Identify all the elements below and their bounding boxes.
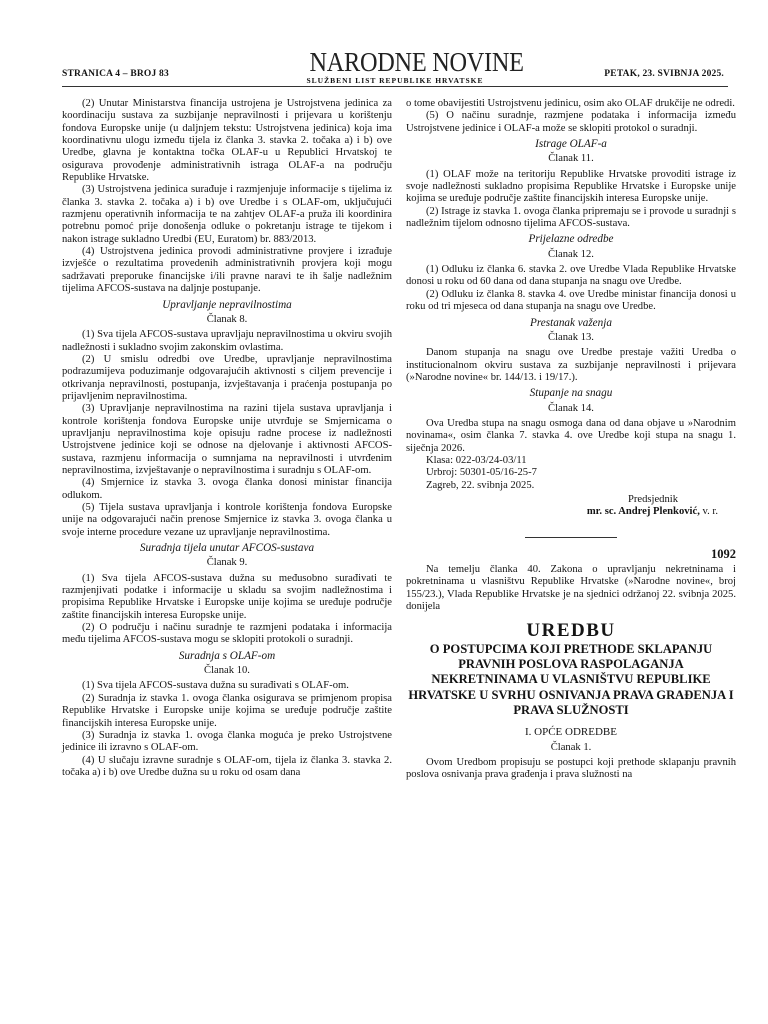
page-number: STRANICA 4 – BROJ 83 bbox=[62, 69, 169, 79]
paragraph: (2) O području i načinu suradnje te razmjeni podataka i informacija među tijelima AFCOS-sustava mogu se sklopiti protokoli o suradnji. bbox=[62, 622, 392, 646]
paragraph: (1) Sva tijela AFCOS-sustava dužna su međusobno surađivati te razmjenjivati podatke i informacije u skladu sa svojim nadležnostima i propisima Republike Hrvatske i Europske unije kojima se uređuje područje zaštite financijskih interesa Europske unije. bbox=[62, 572, 392, 621]
signatory-suffix: v. r. bbox=[699, 506, 718, 518]
paragraph: (2) U smislu odredbi ove Uredbe, upravljanje nepravilnostima podrazumijeva poduzimanje odgovarajućih aktivnosti s ciljem prevencije i otkrivanja nepravilnosti, postupanja, izvještavanja i praćenja postupanja po prijavljenim nepravilnostima. bbox=[62, 353, 392, 402]
masthead-subtitle: SLUŽBENI LIST REPUBLIKE HRVATSKE bbox=[306, 76, 484, 85]
section-heading: Upravljanje nepravilnostima bbox=[162, 298, 292, 311]
section-heading: Stupanje na snagu bbox=[529, 387, 613, 400]
paragraph: (5) O načinu suradnje, razmjene podataka i informacija između Ustrojstvene jedinice i OLAF-a može se sklopiti protokol o suradnji. bbox=[406, 110, 736, 134]
paragraph: (3) Suradnja iz stavka 1. ovoga članka moguća je preko Ustrojstvene jedinice ili izravno s OLAF-om. bbox=[62, 729, 392, 754]
paragraph: (2) Unutar Ministarstva financija ustrojena je Ustrojstvena jedinica za koordinaciju sustava za suzbijanje nepravilnosti i prijevara u korištenju fondova Europske unije (u daljnjem tekstu: Ustrojstvena jedinica) koja ima koordinativnu ulogu između tijela iz članka 3. stavka 2. točaka a) i b) ove Uredbe, glavna je kontaktna točka OLAF-u u Republici Hrvatskoj te osigurava provođenje administrativnih istraga OLAF-a na području Republike Hrvatske. bbox=[62, 98, 392, 184]
article-heading: Članak 12. bbox=[548, 248, 594, 260]
paragraph: Na temelju članka 40. Zakona o upravljanju nekretninama i pokretninama u vlasništvu Republike Hrvatske (»Narodne novine«, broj 155/23.), Vlada Republike Hrvatske je na sjednici održanoj 22. svibnja 2025. donijela bbox=[406, 564, 736, 613]
paragraph: Ovom Uredbom propisuju se postupci koji prethode sklapanju pravnih poslova osnivanja prava građenja i prava služnosti na bbox=[406, 756, 736, 781]
decree-title: UREDBU bbox=[526, 620, 616, 642]
paragraph: (2) Odluku iz članka 8. stavka 4. ove Uredbe ministar financija donosi u roku od tri mjeseca od dana stupanja na snagu ove Uredbe. bbox=[406, 288, 736, 313]
paragraph: Danom stupanja na snagu ove Uredbe prestaje važiti Uredba o institucionalnom okviru sustava za suzbijanje nepravilnosti i prijevara (»Narodne novine« br. 144/13. i 19/17.). bbox=[406, 347, 736, 383]
left-column bbox=[62, 98, 392, 779]
article-heading: Članak 13. bbox=[548, 331, 594, 343]
paragraph: Ova Uredba stupa na snagu osmoga dana od dana objave u »Narodnim novinama«, osim članka 7. stavka 4. ove Uredbe koji stupa na snagu 1. siječnja 2026. bbox=[406, 417, 736, 454]
article-heading: Članak 11. bbox=[548, 153, 594, 165]
section-heading: Prijelazne odredbe bbox=[528, 233, 614, 246]
decree-subtitle: O POSTUPCIMA KOJI PRETHODE SKLAPANJU PRAVNIH POSLOVA RASPOLAGANJA NEKRETNINAMA U VLASNIŠTVU REPUBLIKE HRVATSKE U SVRHU OSNIVANJA PRAVA GRAĐENJA I PRAVA SLUŽNOSTI bbox=[408, 641, 734, 717]
paragraph: (3) Upravljanje nepravilnostima na razini tijela sustava upravljanja i kontrole korištenja fondova Europske unije utvrđuje se Smjernicama o upravljanju nepravilnostima koje opisuju radne procese iz nadležnosti Ustrojstvene jedinice koji se odnose na djelovanje i aktivnosti AFCOS-sustava, razmjenu informacija o sumnjama na nepravilnosti i utvrđenim nepravilnostima, izvještavanje o nepravilnostima i suradnju s OLAF-om. bbox=[62, 403, 392, 476]
article-heading: Članak 9. bbox=[206, 557, 248, 569]
article-heading: Članak 10. bbox=[204, 665, 250, 677]
klasa: Klasa: 022-03/24-03/11 bbox=[426, 454, 527, 466]
article-heading: Članak 1. bbox=[550, 741, 592, 753]
urbroj: Urbroj: 50301-05/16-25-7 bbox=[426, 467, 537, 479]
paragraph: (1) Odluku iz članka 6. stavka 2. ove Uredbe Vlada Republike Hrvatske donosi u roku od 60 dana od dana stupanja na snagu ove Uredbe. bbox=[406, 264, 736, 288]
masthead-title: NARODNE NOVINE bbox=[309, 47, 524, 77]
paragraph: (2) Suradnja iz stavka 1. ovoga članka osigurava se primjenom propisa Republike Hrvatske i Europske unije kojima se uređuje područje zaštite financijskih interesa Europske unije. bbox=[62, 692, 392, 729]
paragraph: (4) Smjernice iz stavka 3. ovoga članka donosi ministar financija odlukom. bbox=[62, 477, 392, 501]
section-heading: Suradnja tijela unutar AFCOS-sustava bbox=[139, 542, 315, 555]
paragraph: (4) Ustrojstvena jedinica provodi administrativne provjere i izrađuje izvješće o rezultatima provedenih administrativnih provjera koji mogu sadržavati preporuke financijske i/ili pravne naravi te ih šalje nadležnim tijelima AFCOS-sustava na daljnje postupanje. bbox=[62, 246, 392, 295]
paragraph: (4) U slučaju izravne suradnje s OLAF-om, tijela iz članka 3. stavka 2. točaka a) i b) ove Uredbe dužna su u roku od osam dana bbox=[62, 754, 392, 778]
signatory-block bbox=[406, 506, 736, 518]
paragraph: (5) Tijela sustava upravljanja i kontrole korištenja fondova Europske unije na odgovarajući način prenose Smjernice iz stavka 3. ovoga članka u svoje interne procedure vezane uz upravljanje nepravilnostima. bbox=[62, 502, 392, 538]
paragraph: (2) Istrage iz stavka 1. ovoga članka pripremaju se i provode u suradnji s nadležnim tijelom odnosno tijelima AFCOS-sustava. bbox=[406, 205, 736, 230]
section-heading: Istrage OLAF-a bbox=[535, 138, 607, 151]
paragraph: o tome obavijestiti Ustrojstvenu jedinicu, osim ako OLAF drukčije ne odredi. bbox=[406, 98, 735, 109]
article-heading: Članak 8. bbox=[206, 313, 248, 325]
part-heading: I. OPĆE ODREDBE bbox=[525, 726, 617, 739]
paragraph: (1) Sva tijela AFCOS-sustava dužna su surađivati s OLAF-om. bbox=[82, 680, 349, 692]
section-heading: Prestanak važenja bbox=[530, 316, 612, 329]
masthead bbox=[300, 47, 524, 85]
paragraph: (1) OLAF može na teritoriju Republike Hrvatske provoditi istrage iz svoje nadležnosti sukladno propisima Republike Hrvatske i Europske unije kojima se uređuje područje zaštite financijskih interesa Europske unije. bbox=[406, 168, 736, 205]
paragraph: (3) Ustrojstvena jedinica surađuje i razmjenjuje informacije s tijelima iz članka 3. stavka 2. točaka a) i b) ove Uredbe i s OLAF-om, uključujući razmjenu operativnih informacija te na zahtjev OLAF-a pruža ili koordinira potrebnu pomoć prije donošenja odluke o pokretanju istrage te tijekom i nakon istrage sukladno Uredbi (EU, Euratom) br. 883/2013. bbox=[62, 184, 392, 245]
section-divider bbox=[525, 537, 617, 538]
article-heading: Članak 14. bbox=[548, 402, 594, 414]
section-heading: Suradnja s OLAF-om bbox=[178, 649, 276, 662]
signatory-name: mr. sc. Andrej Plenković, bbox=[586, 506, 700, 518]
issue-date: PETAK, 23. SVIBNJA 2025. bbox=[604, 69, 724, 79]
place-date: Zagreb, 22. svibnja 2025. bbox=[426, 479, 535, 491]
header-rule bbox=[62, 86, 728, 87]
paragraph: (1) Sva tijela AFCOS-sustava upravljaju nepravilnostima u okviru svojih nadležnosti i sukladno svojim zakonskim ovlastima. bbox=[62, 329, 392, 353]
document-number: 1092 bbox=[711, 546, 736, 561]
signatory-title: Predsjednik bbox=[627, 493, 678, 505]
right-column bbox=[406, 98, 736, 782]
